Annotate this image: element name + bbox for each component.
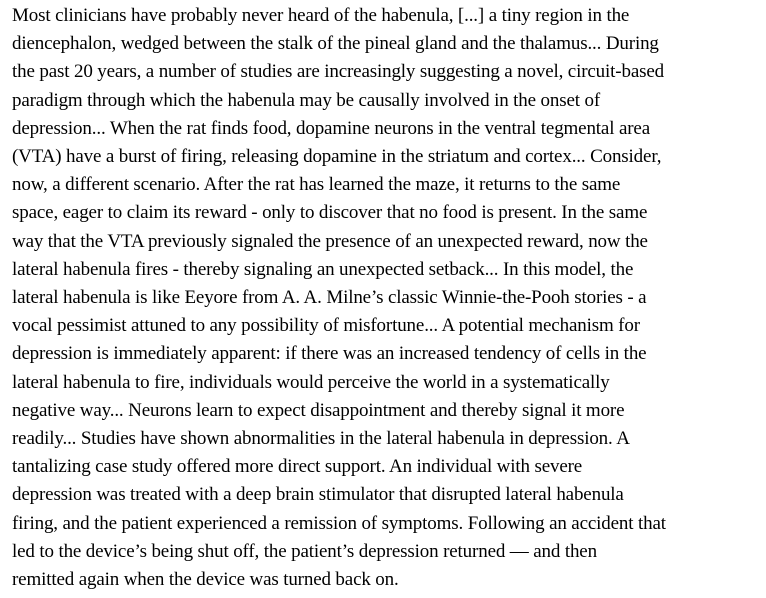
text-line: (VTA) have a burst of firing, releasing dopamine in the striatum and cortex... Consider,: [12, 146, 662, 168]
text-line: depression was treated with a deep brain stimulator that disrupted lateral habenula: [12, 484, 624, 506]
text-line: vocal pessimist attuned to any possibility of misfortune... A potential mechanism for: [12, 315, 640, 337]
text-line: lateral habenula to fire, individuals would perceive the world in a systematically: [12, 371, 610, 393]
text-line: lateral habenula is like Eeyore from A. A. Milne’s classic Winnie-the-Pooh stories - a: [12, 287, 647, 309]
text-line: depression... When the rat finds food, dopamine neurons in the ventral tegmental area: [12, 117, 650, 139]
text-line: space, eager to claim its reward - only to discover that no food is present. In the same: [12, 202, 648, 224]
text-line: tantalizing case study offered more direct support. An individual with severe: [12, 456, 583, 478]
text-line: the past 20 years, a number of studies are increasingly suggesting a novel, circuit-based: [12, 61, 664, 83]
quoted-text-block: [12, 2, 760, 594]
text-line: paradigm through which the habenula may be causally involved in the onset of: [12, 89, 600, 111]
text-line: firing, and the patient experienced a remission of symptoms. Following an accident that: [12, 512, 666, 534]
text-line: readily... Studies have shown abnormalities in the lateral habenula in depression. A: [12, 428, 630, 450]
text-line: lateral habenula fires - thereby signaling an unexpected setback... In this model, the: [12, 258, 634, 280]
text-line: now, a different scenario. After the rat has learned the maze, it returns to the same: [12, 174, 621, 196]
text-line: Most clinicians have probably never heard of the habenula, [...] a tiny region in the: [12, 5, 630, 26]
text-line: diencephalon, wedged between the stalk of the pineal gland and the thalamus... During: [12, 33, 659, 55]
text-line: led to the device’s being shut off, the patient’s depression returned — and then: [12, 540, 597, 562]
text-line: negative way... Neurons learn to expect disappointment and thereby signal it more: [12, 399, 625, 421]
text-line: remitted again when the device was turned back on.: [12, 569, 399, 591]
text-line: depression is immediately apparent: if there was an increased tendency of cells in the: [12, 343, 647, 365]
text-line: way that the VTA previously signaled the presence of an unexpected reward, now the: [12, 230, 648, 252]
